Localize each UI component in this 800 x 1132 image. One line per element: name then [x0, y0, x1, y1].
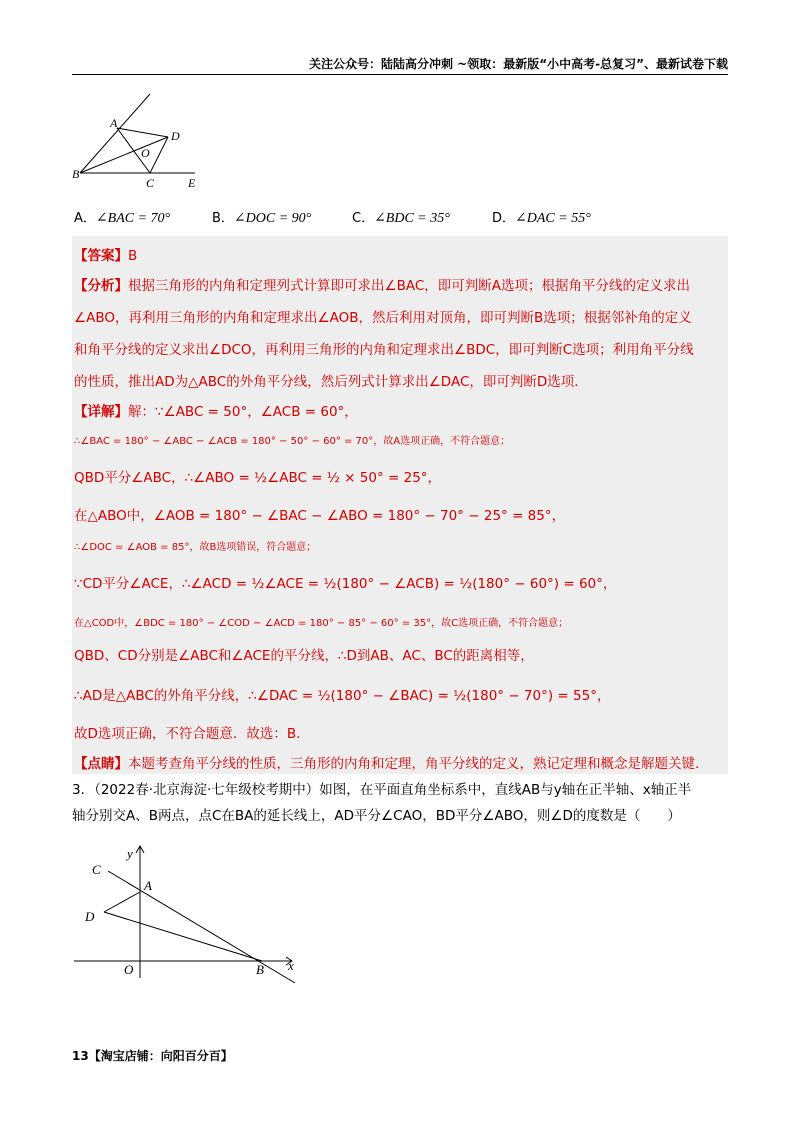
- label-b: B: [256, 962, 264, 977]
- option-a[interactable]: A．∠BAC = 70°: [74, 211, 171, 226]
- analysis-line-2: ∠ABO，再利用三角形的内角和定理求出∠AOB，然后利用对顶角，即可判断B选项；根据邻补角的定义: [74, 310, 692, 326]
- label-b: B: [72, 167, 80, 181]
- line-cb: [108, 871, 295, 983]
- label-o: O: [141, 146, 150, 160]
- detail-line-5: ∴∠DOC = ∠AOB = 85°，故B选项错误，符合题意；: [74, 542, 317, 553]
- geometry-figure-1: [70, 90, 210, 190]
- detail-line-3: QBD平分∠ABC，∴∠ABO = ½∠ABC = ½ × 50° = 25°，: [74, 470, 442, 486]
- line-db: [104, 912, 262, 961]
- option-c[interactable]: C．∠BDC = 35°: [352, 211, 450, 226]
- analysis-line-4: 的性质，推出AD为△ABC的外角平分线，然后列式计算求出∠DAC，即可判断D选项.: [74, 374, 579, 390]
- line-bd: [80, 137, 168, 173]
- detail-line-6: ∵CD平分∠ACE，∴∠ACD = ½∠ACE = ½(180° − ∠ACB) = ½(180° − 60°) = 60°，: [74, 576, 617, 592]
- detail-line-10: 故D选项正确，不符合题意．故选：B.: [74, 726, 301, 742]
- label-e: E: [188, 176, 196, 190]
- label-c: C: [146, 176, 155, 190]
- detail-line-2: ∴∠BAC = 180° − ∠ABC − ∠ACB = 180° − 50° − 60° = 70°，故A选项正确，不符合题意；: [74, 436, 511, 447]
- line-ad: [117, 128, 168, 137]
- label-o: O: [124, 962, 134, 977]
- label-a: A: [144, 878, 152, 893]
- label-d: D: [171, 129, 180, 143]
- comment-line: 【点睛】本题考查角平分线的性质，三角形的内角和定理，角平分线的定义，熟记定理和概念是解题关键.: [74, 756, 700, 772]
- option-d[interactable]: D．∠DAC = 55°: [492, 211, 591, 226]
- detail-line-1: 【详解】解：∵∠ABC = 50°，∠ACB = 60°，: [74, 404, 358, 420]
- line-cd: [150, 137, 168, 173]
- coordinate-figure-2: [70, 842, 310, 987]
- analysis-line-3: 和角平分线的定义求出∠DCO，再利用三角形的内角和定理求出∠BDC，即可判断C选项；利用角平分线: [74, 342, 694, 358]
- analysis-line-1: 【分析】根据三角形的内角和定理列式计算即可求出∠BAC，即可判断A选项；根据角平分线的定义求出: [74, 278, 691, 294]
- line-da: [104, 892, 140, 912]
- question-3-line-2: 轴分别交A、B两点，点C在BA的延长线上，AD平分∠CAO，BD平分∠ABO，则∠D的度数是（ ）: [72, 808, 681, 824]
- page-header: 关注公众号：陆陆高分冲刺 ~领取：最新版“小中高考-总复习”、最新试卷下载: [309, 57, 728, 71]
- header-rule: [72, 74, 728, 75]
- line-ba: [80, 94, 150, 173]
- question-3: [72, 777, 728, 829]
- label-d: D: [85, 909, 95, 924]
- question-3-line-1: 3．（2022春·北京海淀·七年级校考期中）如图，在平面直角坐标系中，直线AB与y轴在正半轴、x轴正半: [72, 782, 692, 798]
- label-c: C: [92, 862, 101, 877]
- answer-line: 【答案】B: [74, 248, 138, 264]
- detail-line-9: ∴AD是△ABC的外角平分线，∴∠DAC = ½(180° − ∠BAC) = ½(180° − 70°) = 55°，: [74, 688, 611, 704]
- page-number: 13: [72, 1049, 89, 1063]
- page-footer: [72, 1047, 233, 1064]
- detail-line-8: QBD、CD分别是∠ABC和∠ACE的平分线，∴D到AB、AC、BC的距离相等，: [74, 648, 534, 664]
- option-b[interactable]: B．∠DOC = 90°: [212, 211, 312, 226]
- detail-line-7: 在△COD中，∠BDC = 180° − ∠COD − ∠ACD = 180° − 85° − 60° = 35°，故C选项正确，不符合题意；: [74, 618, 569, 629]
- detail-line-4: 在△ABO中，∠AOB = 180° − ∠BAC − ∠ABO = 180° − 70° − 25° = 85°，: [74, 508, 566, 524]
- label-x: x: [288, 958, 294, 973]
- footer-shop: 【淘宝店铺：向阳百分百】: [88, 1049, 233, 1063]
- label-y: y: [127, 846, 133, 861]
- label-a: A: [110, 116, 118, 130]
- answer-value: B: [128, 248, 138, 264]
